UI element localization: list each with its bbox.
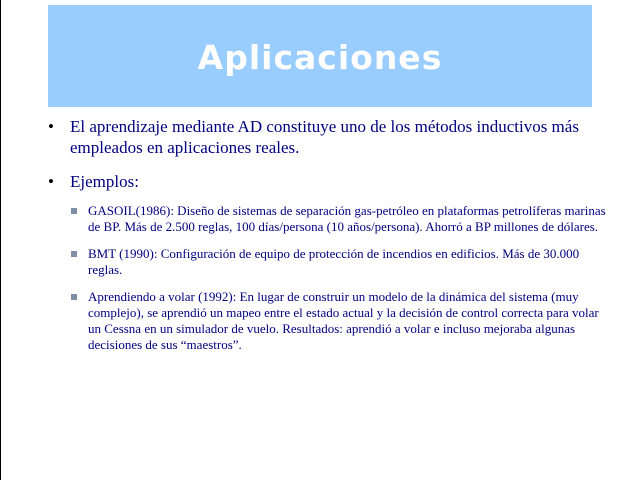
example-text: Aprendiendo a volar (1992): En lugar de construir un modelo de la dinámica del sistema (muy complejo), se aprendió un mapeo entre el estado actual y la decisión de control correcta para volar un Cessna en un simulador de vuelo. Resultados: aprendió a volar e incluso mejoraba algunas decisiones de sus “maestros”.: [88, 289, 599, 352]
bullet-text: Ejemplos:: [70, 172, 139, 191]
bullet-item-examples: [48, 171, 608, 192]
example-item-volar: [48, 289, 608, 353]
slide-content: [48, 116, 608, 364]
bullet-item-intro: [48, 116, 608, 158]
examples-list: [48, 203, 608, 353]
slide-left-border: [0, 0, 1, 480]
square-bullet-icon: [71, 294, 77, 300]
example-text: BMT (1990): Configuración de equipo de protección de incendios en edificios. Más de 30.000 reglas.: [88, 246, 580, 277]
square-bullet-icon: [71, 208, 77, 214]
bullet-dot-icon: •: [48, 172, 54, 191]
bullet-text: El aprendizaje mediante AD constituye uno de los métodos inductivos más empleados en aplicaciones reales.: [70, 117, 579, 157]
square-bullet-icon: [71, 251, 77, 257]
slide-title: Aplicaciones: [197, 37, 443, 77]
example-item-gasoil: [48, 203, 608, 235]
example-text: GASOIL(1986): Diseño de sistemas de separación gas-petróleo en plataformas petrolíferas marinas de BP. Más de 2.500 reglas, 100 días/persona (10 años/persona). Ahorró a BP millones de dólares.: [88, 203, 606, 234]
title-bar: [48, 5, 592, 107]
bullet-dot-icon: •: [48, 117, 54, 136]
example-item-bmt: [48, 246, 608, 278]
